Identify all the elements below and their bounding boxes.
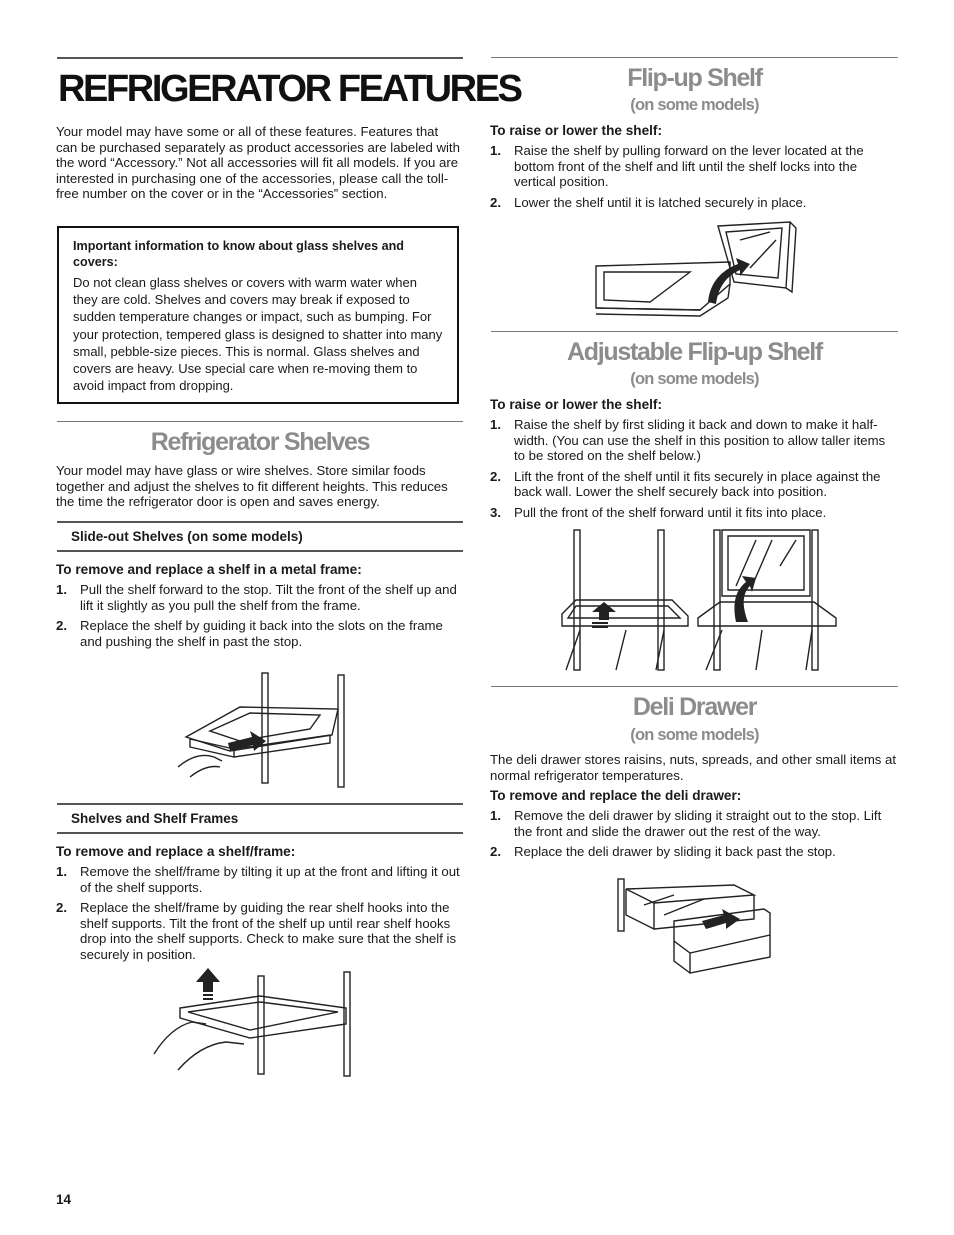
- deli-drawer-intro: The deli drawer stores raisins, nuts, spreads, and other small items at normal refrigerator temperatures.: [490, 752, 897, 783]
- list-item: 1. Pull the shelf forward to the stop. Tilt the front of the shelf up and lift it slightly as you pull the shelf from the frame.: [56, 582, 457, 613]
- flip-up-rule: [491, 57, 898, 58]
- shelves-rule: [57, 421, 463, 422]
- refrigerator-shelves-heading: Refrigerator Shelves: [150, 428, 370, 456]
- shelf-frame-illustration: [150, 968, 360, 1078]
- adjustable-flip-up-steps: [490, 417, 898, 526]
- adjustable-rule: [491, 331, 898, 332]
- shelves-intro: Your model may have glass or wire shelves. Store similar foods together and adjust the shelves to fit different heights. This reduces the time the refrigerator door is open and saves energy.: [56, 463, 448, 510]
- slide-out-steps: [56, 582, 462, 654]
- adjustable-flip-up-lead: To raise or lower the shelf:: [490, 397, 662, 412]
- list-item: 1. Raise the shelf by pulling forward on the lever located at the bottom front of the shelf and lift until the shelf locks into the vertical position.: [490, 143, 864, 190]
- list-item: 1. Raise the shelf by first sliding it back and down to make it half-width. (You can use the shelf in this position to allow taller items to be stored on the shelf below.): [490, 417, 886, 464]
- deli-drawer-heading: Deli Drawer: [632, 693, 757, 721]
- flip-up-steps: [490, 143, 898, 215]
- page-number: 14: [56, 1192, 72, 1207]
- deli-drawer-steps: [490, 808, 898, 865]
- frames-steps: [56, 864, 462, 968]
- list-item: 2. Replace the shelf by guiding it back into the slots on the frame and pushing the shelf in past the stop.: [56, 618, 443, 649]
- deli-rule: [491, 686, 898, 687]
- list-item: 2. Replace the shelf/frame by guiding the rear shelf hooks into the shelf supports. Tilt the front of the shelf up until rear shelf hooks drop into the shelf supports. Check to make sure that the shelf is securely in position.: [56, 900, 457, 962]
- adjustable-flip-up-subheading: (on some models): [630, 370, 759, 388]
- frames-rule-bottom: [57, 832, 463, 834]
- frames-heading: Shelves and Shelf Frames: [71, 811, 239, 826]
- list-item: 2. Replace the deli drawer by sliding it back past the stop.: [490, 844, 836, 860]
- list-item: 1. Remove the deli drawer by sliding it straight out to the stop. Lift the front and slide the drawer out the rest of the way.: [490, 808, 882, 839]
- slide-out-rule-top: [57, 521, 463, 523]
- deli-drawer-lead: To remove and replace the deli drawer:: [490, 788, 742, 803]
- deli-drawer-subheading: (on some models): [630, 726, 759, 744]
- list-item: 1. Remove the shelf/frame by tilting it up at the front and lifting it out of the shelf supports.: [56, 864, 460, 895]
- intro-paragraph: Your model may have some or all of these features. Features that can be purchased separately as product accessories are labeled with the word “Accessory.” Not all accessories will fit all models. If you are interested in purchasing one of the accessories, please call the toll-free number on the cover or in the “Accessories” section.: [56, 124, 460, 202]
- page-title: REFRIGERATOR FEATURES: [58, 68, 521, 110]
- flip-up-shelf-illustration: [590, 218, 805, 318]
- list-item: 3. Pull the front of the shelf forward until it fits into place.: [490, 504, 827, 520]
- warning-body: Do not clean glass shelves or covers with warm water when they are cold. Shelves and covers may break if exposed to sudden temperature changes or impact, such as bumping. For your protection, tempered glass is designed to shatter into many small, pebble-size pieces. This is normal. Glass shelves and covers are heavy. Use special care when re-moving them to avoid impact from dropping.: [73, 275, 443, 394]
- flip-up-subheading: (on some models): [630, 96, 759, 114]
- flip-up-lead: To raise or lower the shelf:: [490, 123, 662, 138]
- top-rule-left: [57, 57, 463, 59]
- adjustable-flip-up-illustration: [556, 526, 840, 674]
- slide-out-shelf-illustration: [170, 665, 360, 790]
- frames-rule-top: [57, 803, 463, 805]
- deli-drawer-illustration: [614, 875, 774, 975]
- list-item: 2. Lower the shelf until it is latched securely in place.: [490, 194, 807, 210]
- slide-out-rule-bottom: [57, 550, 463, 552]
- slide-out-heading: Slide-out Shelves (on some models): [71, 529, 303, 544]
- warning-title: Important information to know about glass shelves and covers:: [73, 239, 404, 269]
- adjustable-flip-up-heading: Adjustable Flip-up Shelf: [567, 338, 822, 366]
- list-item: 2. Lift the front of the shelf until it fits securely in place against the back wall. Lower the shelf securely back into position.: [490, 468, 881, 500]
- frames-lead: To remove and replace a shelf/frame:: [56, 844, 296, 859]
- glass-warning-box: [57, 226, 459, 404]
- flip-up-heading: Flip-up Shelf: [627, 64, 762, 92]
- slide-out-lead: To remove and replace a shelf in a metal frame:: [56, 562, 362, 577]
